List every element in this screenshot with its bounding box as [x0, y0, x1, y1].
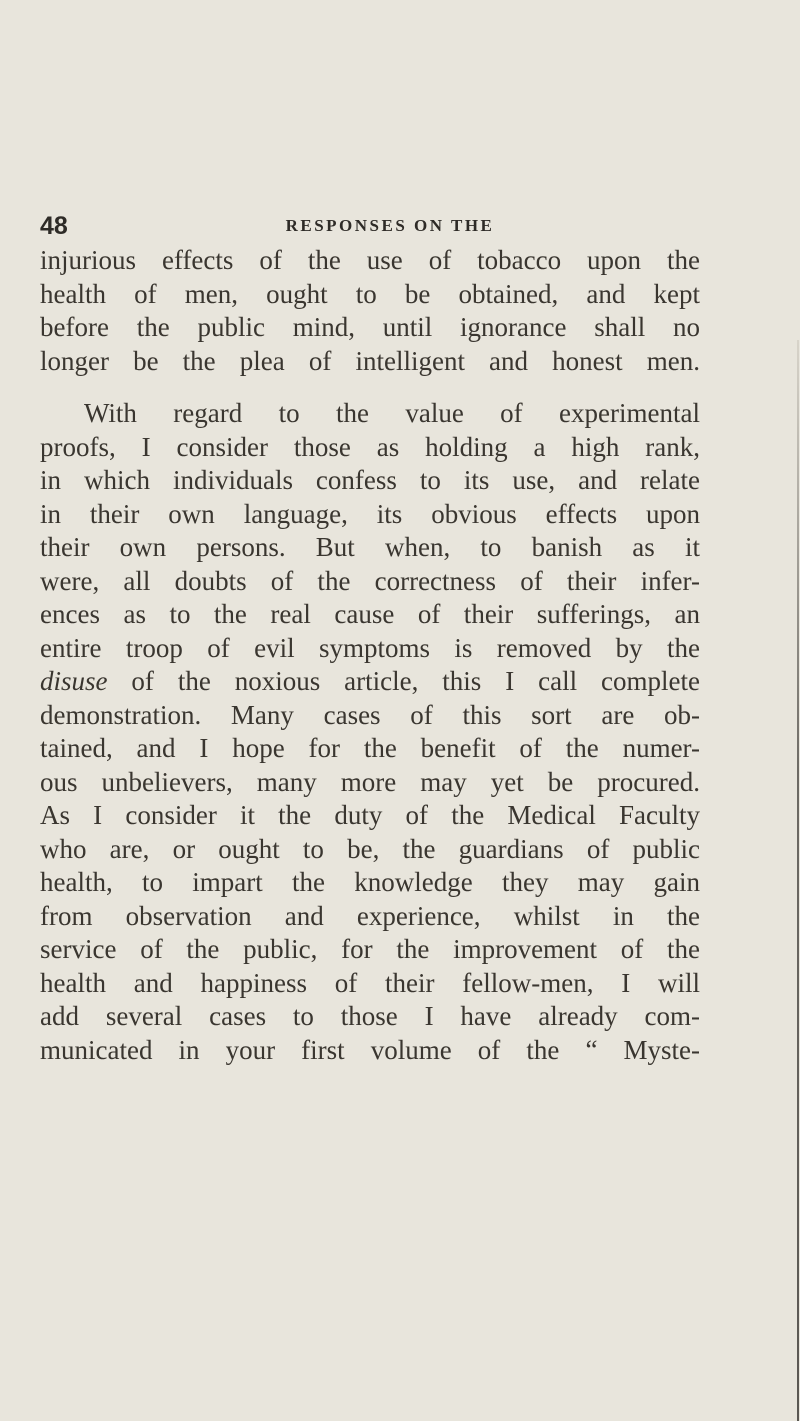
line-rest: of the noxious article, this I call complete: [107, 666, 700, 696]
text-line: demonstration. Many cases of this sort are ob-: [40, 699, 700, 730]
text-line: in their own language, its obvious effects upon: [40, 498, 700, 529]
text-line: health and happiness of their fellow-men, I will: [40, 967, 700, 998]
page-edge: [797, 340, 799, 1421]
page-number: 48: [40, 212, 68, 240]
text-line: As I consider it the duty of the Medical Faculty: [40, 800, 700, 830]
text-line: service of the public, for the improvement of the: [40, 934, 700, 964]
running-head: RESPONSES ON THE: [285, 216, 495, 235]
text-line: health of men, ought to be obtained, and kept: [40, 278, 700, 309]
text-line: in which individuals confess to its use, and relate: [40, 465, 700, 495]
text-line: health, to impart the knowledge they may gain: [40, 867, 700, 897]
text-line: from observation and experience, whilst in the: [40, 900, 700, 931]
text-line: their own persons. But when, to banish as it: [40, 532, 700, 562]
text-line: With regard to the value of experimental: [84, 398, 700, 428]
body-text: [40, 244, 700, 1086]
paragraph: [40, 397, 700, 1067]
text-line: [40, 665, 700, 699]
text-line: ous unbelievers, many more may yet be procured.: [40, 766, 700, 797]
text-line: entire troop of evil symptoms is removed by the: [40, 632, 700, 663]
text-line: who are, or ought to be, the guardians of public: [40, 833, 700, 864]
text-line: add several cases to those I have already com-: [40, 1001, 700, 1031]
italic-word: disuse: [40, 666, 108, 696]
text-line: proofs, I consider those as holding a high rank,: [40, 431, 700, 462]
running-header: [40, 212, 700, 244]
text-line: injurious effects of the use of tobacco upon the: [40, 245, 700, 275]
text-line: ences as to the real cause of their sufferings, an: [40, 599, 700, 629]
paragraph: [40, 244, 700, 378]
text-line: tained, and I hope for the benefit of the numer-: [40, 733, 700, 763]
text-line: longer be the plea of intelligent and honest men.: [40, 345, 700, 376]
text-line: were, all doubts of the correctness of their infer-: [40, 565, 700, 596]
text-line: municated in your first volume of the “ Myste-: [40, 1034, 700, 1065]
text-line: before the public mind, until ignorance shall no: [40, 312, 700, 342]
